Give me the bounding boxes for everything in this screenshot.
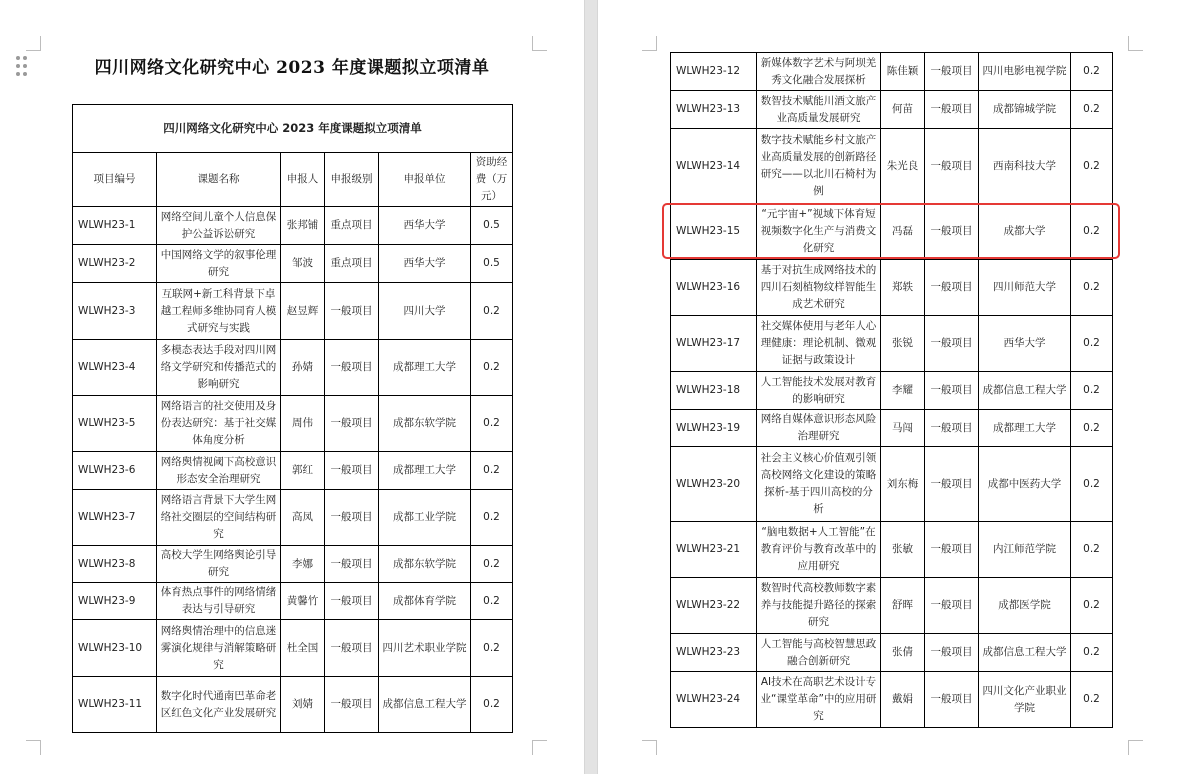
cell-project-title: 高校大学生网络舆论引导研究 <box>157 546 281 583</box>
cell-funding: 0.2 <box>471 396 513 452</box>
table-row <box>73 677 513 733</box>
header-applicant: 申报人 <box>281 153 325 207</box>
cell-funding: 0.5 <box>471 245 513 283</box>
cell-applicant: 孙婧 <box>281 340 325 396</box>
page-corner-mark <box>642 36 657 51</box>
cell-unit: 四川电影电视学院 <box>979 53 1071 91</box>
cell-funding: 0.2 <box>1071 260 1113 316</box>
cell-unit: 成都中医药大学 <box>979 447 1071 522</box>
cell-level: 一般项目 <box>925 578 979 634</box>
cell-project-title: “元宇宙+”视域下体育短视频数字化生产与消费文化研究 <box>757 204 881 260</box>
cell-unit: 成都东软学院 <box>379 546 471 583</box>
cell-applicant: 郑轶 <box>881 260 925 316</box>
cell-project-title: 网络舆情视阈下高校意识形态安全治理研究 <box>157 452 281 490</box>
table-row <box>73 340 513 396</box>
table-row <box>671 372 1113 410</box>
cell-unit: 成都理工大学 <box>379 452 471 490</box>
cell-applicant: 张锐 <box>881 316 925 372</box>
table-row <box>73 490 513 546</box>
table-row <box>73 620 513 677</box>
table-row <box>671 204 1113 260</box>
cell-unit: 西华大学 <box>379 207 471 245</box>
cell-unit: 四川师范大学 <box>979 260 1071 316</box>
table-row <box>671 260 1113 316</box>
cell-level: 一般项目 <box>925 672 979 728</box>
cell-applicant: 张邦铺 <box>281 207 325 245</box>
cell-project-code: WLWH23-4 <box>73 340 157 396</box>
table-caption-row <box>73 105 513 153</box>
page-corner-mark <box>532 36 547 51</box>
cell-project-title: 社会主义核心价值观引领高校网络文化建设的策略探析-基于四川高校的分析 <box>757 447 881 522</box>
cell-level: 一般项目 <box>925 129 979 204</box>
cell-project-title: 多模态表达手段对四川网络文学研究和传播范式的影响研究 <box>157 340 281 396</box>
cell-level: 一般项目 <box>925 410 979 447</box>
header-level: 申报级别 <box>325 153 379 207</box>
cell-project-code: WLWH23-11 <box>73 677 157 733</box>
header-funding: 资助经费（万元） <box>471 153 513 207</box>
cell-project-code: WLWH23-17 <box>671 316 757 372</box>
cell-applicant: 陈佳颖 <box>881 53 925 91</box>
cell-project-code: WLWH23-21 <box>671 522 757 578</box>
cell-applicant: 冯磊 <box>881 204 925 260</box>
cell-project-title: 体育热点事件的网络情绪表达与引导研究 <box>157 583 281 620</box>
cell-project-title: 互联网+新工科背景下卓越工程师多维协同育人模式研究与实践 <box>157 283 281 340</box>
project-list-table <box>72 104 513 733</box>
cell-level: 一般项目 <box>925 522 979 578</box>
cell-funding: 0.2 <box>1071 204 1113 260</box>
table-row <box>73 583 513 620</box>
cell-project-code: WLWH23-5 <box>73 396 157 452</box>
cell-unit: 成都东软学院 <box>379 396 471 452</box>
cell-project-code: WLWH23-1 <box>73 207 157 245</box>
cell-applicant: 何苗 <box>881 91 925 129</box>
cell-unit: 成都工业学院 <box>379 490 471 546</box>
table-row <box>671 316 1113 372</box>
table-row <box>671 447 1113 522</box>
cell-project-code: WLWH23-24 <box>671 672 757 728</box>
table-row <box>671 578 1113 634</box>
table-row <box>73 245 513 283</box>
cell-project-code: WLWH23-15 <box>671 204 757 260</box>
cell-unit: 四川大学 <box>379 283 471 340</box>
cell-applicant: 戴娟 <box>881 672 925 728</box>
cell-applicant: 马闯 <box>881 410 925 447</box>
cell-level: 一般项目 <box>925 53 979 91</box>
cell-project-title: “脑电数据+人工智能”在教育评价与教育改革中的应用研究 <box>757 522 881 578</box>
cell-unit: 四川艺术职业学院 <box>379 620 471 677</box>
cell-level: 一般项目 <box>925 372 979 410</box>
cell-project-code: WLWH23-12 <box>671 53 757 91</box>
cell-level: 重点项目 <box>325 207 379 245</box>
cell-project-title: 网络空间儿童个人信息保护公益诉讼研究 <box>157 207 281 245</box>
cell-funding: 0.2 <box>471 340 513 396</box>
cell-level: 一般项目 <box>925 91 979 129</box>
table-row <box>671 522 1113 578</box>
cell-project-code: WLWH23-10 <box>73 620 157 677</box>
cell-funding: 0.2 <box>471 677 513 733</box>
cell-project-code: WLWH23-16 <box>671 260 757 316</box>
cell-project-code: WLWH23-8 <box>73 546 157 583</box>
cell-project-title: 数字化时代通南巴革命老区红色文化产业发展研究 <box>157 677 281 733</box>
cell-project-code: WLWH23-9 <box>73 583 157 620</box>
cell-level: 一般项目 <box>925 447 979 522</box>
cell-funding: 0.2 <box>1071 410 1113 447</box>
block-drag-handle-icon[interactable] <box>14 55 30 77</box>
cell-level: 一般项目 <box>325 583 379 620</box>
cell-project-title: 网络舆情治理中的信息迷雾演化规律与消解策略研究 <box>157 620 281 677</box>
cell-project-code: WLWH23-14 <box>671 129 757 204</box>
cell-project-title: 网络语言背景下大学生网络社交圈层的空间结构研究 <box>157 490 281 546</box>
cell-unit: 成都医学院 <box>979 578 1071 634</box>
cell-applicant: 赵昱辉 <box>281 283 325 340</box>
cell-applicant: 李耀 <box>881 372 925 410</box>
cell-applicant: 周伟 <box>281 396 325 452</box>
cell-funding: 0.2 <box>1071 372 1113 410</box>
table-row <box>73 452 513 490</box>
cell-applicant: 舒晖 <box>881 578 925 634</box>
table-header-row <box>73 153 513 207</box>
page-corner-mark <box>1128 36 1143 51</box>
cell-applicant: 高凤 <box>281 490 325 546</box>
cell-project-title: 人工智能技术发展对教育的影响研究 <box>757 372 881 410</box>
page-corner-mark <box>26 740 41 755</box>
document-page-1 <box>0 0 584 774</box>
cell-funding: 0.5 <box>471 207 513 245</box>
cell-unit: 成都大学 <box>979 204 1071 260</box>
cell-level: 一般项目 <box>325 340 379 396</box>
cell-funding: 0.2 <box>471 583 513 620</box>
cell-project-title: 网络自媒体意识形态风险治理研究 <box>757 410 881 447</box>
cell-project-code: WLWH23-18 <box>671 372 757 410</box>
cell-funding: 0.2 <box>1071 447 1113 522</box>
cell-project-title: 基于对抗生成网络技术的四川石刻植物纹样智能生成艺术研究 <box>757 260 881 316</box>
cell-project-code: WLWH23-6 <box>73 452 157 490</box>
cell-unit: 成都体育学院 <box>379 583 471 620</box>
table-row <box>671 672 1113 728</box>
table-caption: 四川网络文化研究中心 2023 年度课题拟立项清单 <box>73 105 513 153</box>
cell-project-code: WLWH23-2 <box>73 245 157 283</box>
cell-level: 一般项目 <box>325 452 379 490</box>
cell-funding: 0.2 <box>471 283 513 340</box>
cell-funding: 0.2 <box>1071 316 1113 372</box>
cell-applicant: 杜全国 <box>281 620 325 677</box>
cell-funding: 0.2 <box>1071 672 1113 728</box>
cell-level: 一般项目 <box>325 620 379 677</box>
cell-project-code: WLWH23-23 <box>671 634 757 672</box>
table-row <box>671 91 1113 129</box>
cell-level: 一般项目 <box>325 396 379 452</box>
cell-funding: 0.2 <box>1071 522 1113 578</box>
page-corner-mark <box>26 36 41 51</box>
table-row <box>671 634 1113 672</box>
cell-project-title: 中国网络文学的叙事伦理研究 <box>157 245 281 283</box>
cell-unit: 成都信息工程大学 <box>379 677 471 733</box>
cell-level: 一般项目 <box>925 634 979 672</box>
cell-unit: 成都理工大学 <box>979 410 1071 447</box>
cell-level: 一般项目 <box>325 283 379 340</box>
cell-funding: 0.2 <box>471 490 513 546</box>
cell-unit: 西南科技大学 <box>979 129 1071 204</box>
cell-funding: 0.2 <box>471 452 513 490</box>
cell-project-code: WLWH23-19 <box>671 410 757 447</box>
cell-level: 一般项目 <box>325 677 379 733</box>
cell-unit: 成都信息工程大学 <box>979 372 1071 410</box>
table-row <box>73 546 513 583</box>
header-code: 项目编号 <box>73 153 157 207</box>
cell-unit: 成都理工大学 <box>379 340 471 396</box>
cell-applicant: 黄馨竹 <box>281 583 325 620</box>
cell-unit: 成都信息工程大学 <box>979 634 1071 672</box>
cell-project-code: WLWH23-13 <box>671 91 757 129</box>
cell-project-title: AI技术在高职艺术设计专业“课堂革命”中的应用研究 <box>757 672 881 728</box>
table-row <box>671 129 1113 204</box>
cell-level: 一般项目 <box>925 316 979 372</box>
cell-funding: 0.2 <box>1071 578 1113 634</box>
cell-unit: 西华大学 <box>979 316 1071 372</box>
table-row <box>671 53 1113 91</box>
cell-project-code: WLWH23-7 <box>73 490 157 546</box>
header-title: 课题名称 <box>157 153 281 207</box>
cell-level: 一般项目 <box>325 490 379 546</box>
cell-applicant: 郭红 <box>281 452 325 490</box>
cell-funding: 0.2 <box>471 546 513 583</box>
cell-project-title: 人工智能与高校智慧思政融合创新研究 <box>757 634 881 672</box>
cell-applicant: 朱光良 <box>881 129 925 204</box>
cell-applicant: 李娜 <box>281 546 325 583</box>
page-corner-mark <box>1128 740 1143 755</box>
cell-level: 重点项目 <box>325 245 379 283</box>
page-corner-mark <box>532 740 547 755</box>
cell-project-title: 数字技术赋能乡村文旅产业高质量发展的创新路径研究——以北川石椅村为例 <box>757 129 881 204</box>
cell-project-code: WLWH23-20 <box>671 447 757 522</box>
cell-project-title: 数智时代高校教师数字素养与技能提升路径的探索研究 <box>757 578 881 634</box>
table-row <box>73 396 513 452</box>
cell-applicant: 刘东梅 <box>881 447 925 522</box>
cell-applicant: 张倩 <box>881 634 925 672</box>
cell-project-title: 新媒体数字艺术与阿坝羌秀文化融合发展探析 <box>757 53 881 91</box>
project-list-table-continued <box>670 52 1113 728</box>
cell-funding: 0.2 <box>1071 91 1113 129</box>
cell-unit: 四川文化产业职业学院 <box>979 672 1071 728</box>
table-row <box>73 283 513 340</box>
cell-unit: 内江师范学院 <box>979 522 1071 578</box>
cell-applicant: 邹波 <box>281 245 325 283</box>
cell-level: 一般项目 <box>925 204 979 260</box>
cell-applicant: 张敏 <box>881 522 925 578</box>
cell-unit: 西华大学 <box>379 245 471 283</box>
cell-funding: 0.2 <box>471 620 513 677</box>
cell-unit: 成都锦城学院 <box>979 91 1071 129</box>
cell-level: 一般项目 <box>325 546 379 583</box>
cell-applicant: 刘婧 <box>281 677 325 733</box>
cell-funding: 0.2 <box>1071 634 1113 672</box>
header-unit: 申报单位 <box>379 153 471 207</box>
table-row <box>73 207 513 245</box>
page-separator <box>584 0 598 774</box>
cell-project-title: 数智技术赋能川酒文旅产业高质量发展研究 <box>757 91 881 129</box>
cell-project-title: 社交媒体使用与老年人心理健康：理论机制、微观证据与政策设计 <box>757 316 881 372</box>
table-row <box>671 410 1113 447</box>
document-title: 四川网络文化研究中心 2023 年度课题拟立项清单 <box>94 58 490 78</box>
cell-funding: 0.2 <box>1071 129 1113 204</box>
page-corner-mark <box>642 740 657 755</box>
cell-funding: 0.2 <box>1071 53 1113 91</box>
cell-project-title: 网络语言的社交使用及身份表达研究：基于社交媒体角度分析 <box>157 396 281 452</box>
cell-project-code: WLWH23-3 <box>73 283 157 340</box>
cell-project-code: WLWH23-22 <box>671 578 757 634</box>
cell-level: 一般项目 <box>925 260 979 316</box>
